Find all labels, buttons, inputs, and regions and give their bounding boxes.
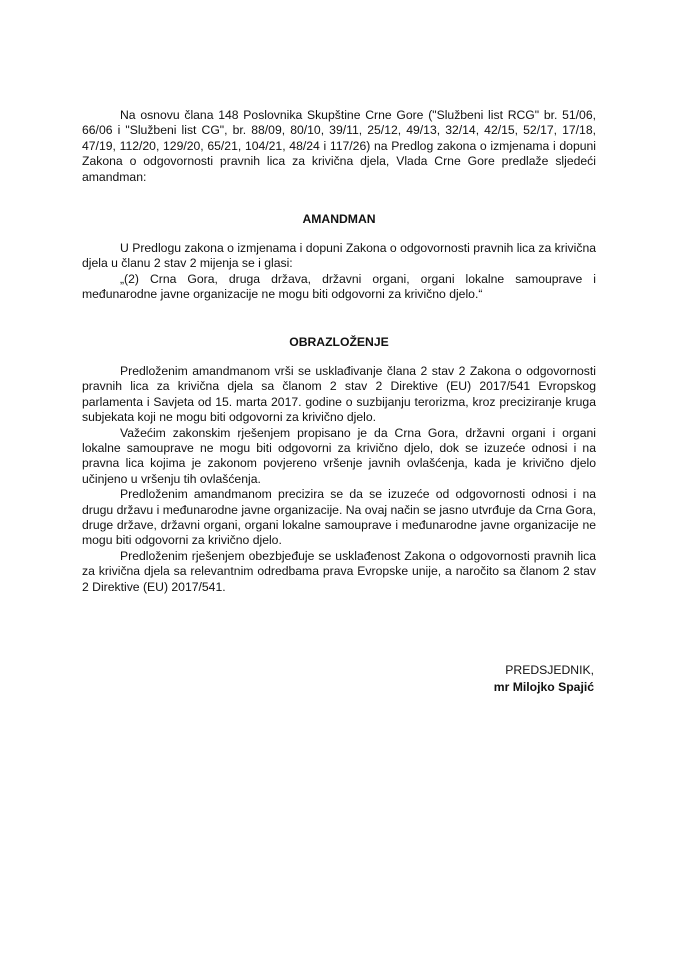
amendment-paragraph: U Predlogu zakona o izmjenama i dopuni Zakona o odgovornosti pravnih lica za krivična djela u članu 2 stav 2 mijenja se i glasi: bbox=[82, 241, 596, 271]
intro-section bbox=[82, 108, 596, 185]
reasoning-paragraph-4: Predloženim rješenjem obezbjeđuje se usklađenost Zakona o odgovornosti pravnih lica za krivična djela sa relevantnim odredbama prava Evropske unije, a naročito sa članom 2 stav 2 Direktive (EU) 2017/541. bbox=[82, 548, 596, 594]
signature-title: PREDSJEDNIK, bbox=[505, 663, 594, 677]
reasoning-paragraph-2: Važećim zakonskim rješenjem propisano je da Crna Gora, državni organi i organi lokalne samouprave ne mogu biti odgovorni za krivično djelo, dok se izuzeće odnosi i na pravna lica kojima je zakonom povjereno vršenje javnih ovlašćenja, kada je krivično djelo učinjeno u vršenju tih ovlašćenja. bbox=[82, 425, 596, 486]
reasoning-paragraph-3: Predloženim amandmanom precizira se da se izuzeće od odgovornosti odnosi i na drugu državu i međunarodne javne organizacije. Na ovaj način se jasno utvrđuje da Crna Gora, druge države, državni organi, organi lokalne samouprave i međunarodne javne organizacije ne mogu biti odgovorni za krivično djelo. bbox=[82, 487, 596, 548]
intro-paragraph: Na osnovu člana 148 Poslovnika Skupštine Crne Gore ("Službeni list RCG" br. 51/06, 66/06 i "Službeni list CG", br. 88/09, 80/10, 39/11, 25/12, 49/13, 32/14, 42/15, 52/17, 17/18, 47/19, 112/20, 129/20, 65/21, 104/21, 48/24 i 117/26) na Predlog zakona o izmjenama i dopuni Zakona o odgovornosti pravnih lica za krivična djela, Vlada Crne Gore predlaže sljedeći amandman: bbox=[82, 108, 596, 184]
reasoning-section bbox=[82, 364, 596, 595]
amendment-heading: AMANDMAN bbox=[302, 212, 376, 226]
amendment-quote: „(2) Crna Gora, druga država, državni organi, organi lokalne samouprave i međunarodne javne organizacije ne mogu biti odgovorni za krivično djelo.“ bbox=[82, 271, 596, 302]
reasoning-heading: OBRAZLOŽENJE bbox=[289, 335, 389, 349]
reasoning-paragraph-1: Predloženim amandmanom vrši se usklađivanje člana 2 stav 2 Zakona o odgovornosti pravnih lica za krivična djela sa članom 2 stav 2 Direktive (EU) 2017/541 Evropskog parlamenta i Savjeta od 15. marta 2017. godine o suzbijanju terorizma, kroz preciziranje kruga subjekata koji ne mogu biti odgovorni za krivično djelo. bbox=[82, 364, 596, 425]
signature-name: mr Milojko Spajić bbox=[493, 680, 594, 694]
signature-block bbox=[494, 662, 594, 696]
amendment-section bbox=[82, 241, 596, 303]
